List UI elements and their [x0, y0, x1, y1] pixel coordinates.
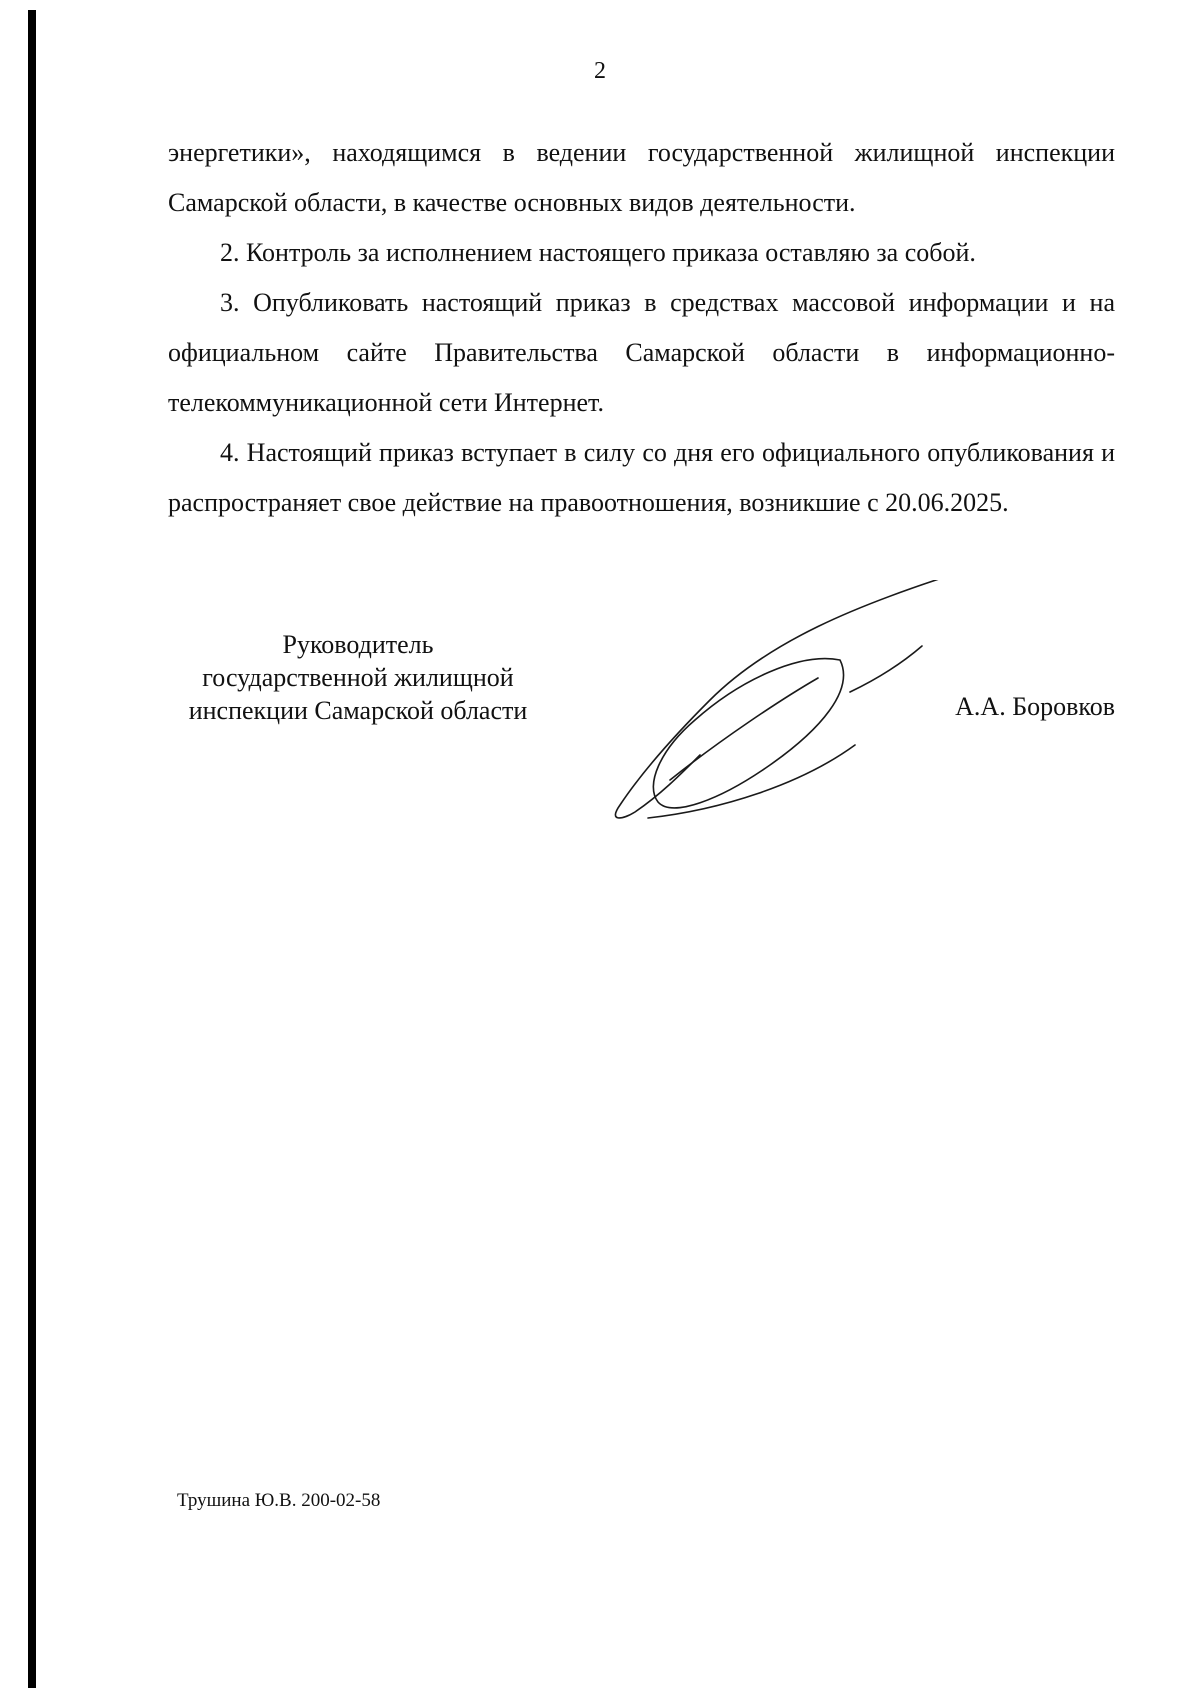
- position-line-1: Руководитель: [282, 630, 434, 659]
- page-number: 2: [594, 58, 606, 84]
- signer-name: А.А. Боровков: [955, 692, 1115, 721]
- position-line-3: инспекции Самарской области: [188, 696, 528, 725]
- position-line-2: государственной жилищной: [202, 663, 514, 692]
- signatory-position: [168, 628, 548, 727]
- document-body: [168, 128, 1115, 528]
- left-margin-bar: [28, 10, 36, 1688]
- paragraph-3: 3. Опубликовать настоящий приказ в средствах массовой информации и на официальном сайте Правительства Самарской области в информационно-телекоммуникационной сети Интернет.: [168, 288, 1115, 417]
- paragraph-4: 4. Настоящий приказ вступает в силу со дня его официального опубликования и распространяет свое действие на правоотношения, возникшие с 20.06.2025.: [168, 438, 1115, 517]
- executor-contact: Трушина Ю.В. 200-02-58: [177, 1490, 381, 1511]
- paragraph-2: 2. Контроль за исполнением настоящего приказа оставляю за собой.: [220, 238, 976, 267]
- paragraph-continuation: энергетики», находящимся в ведении государственной жилищной инспекции Самарской области, в качестве основных видов деятельности.: [168, 138, 1115, 217]
